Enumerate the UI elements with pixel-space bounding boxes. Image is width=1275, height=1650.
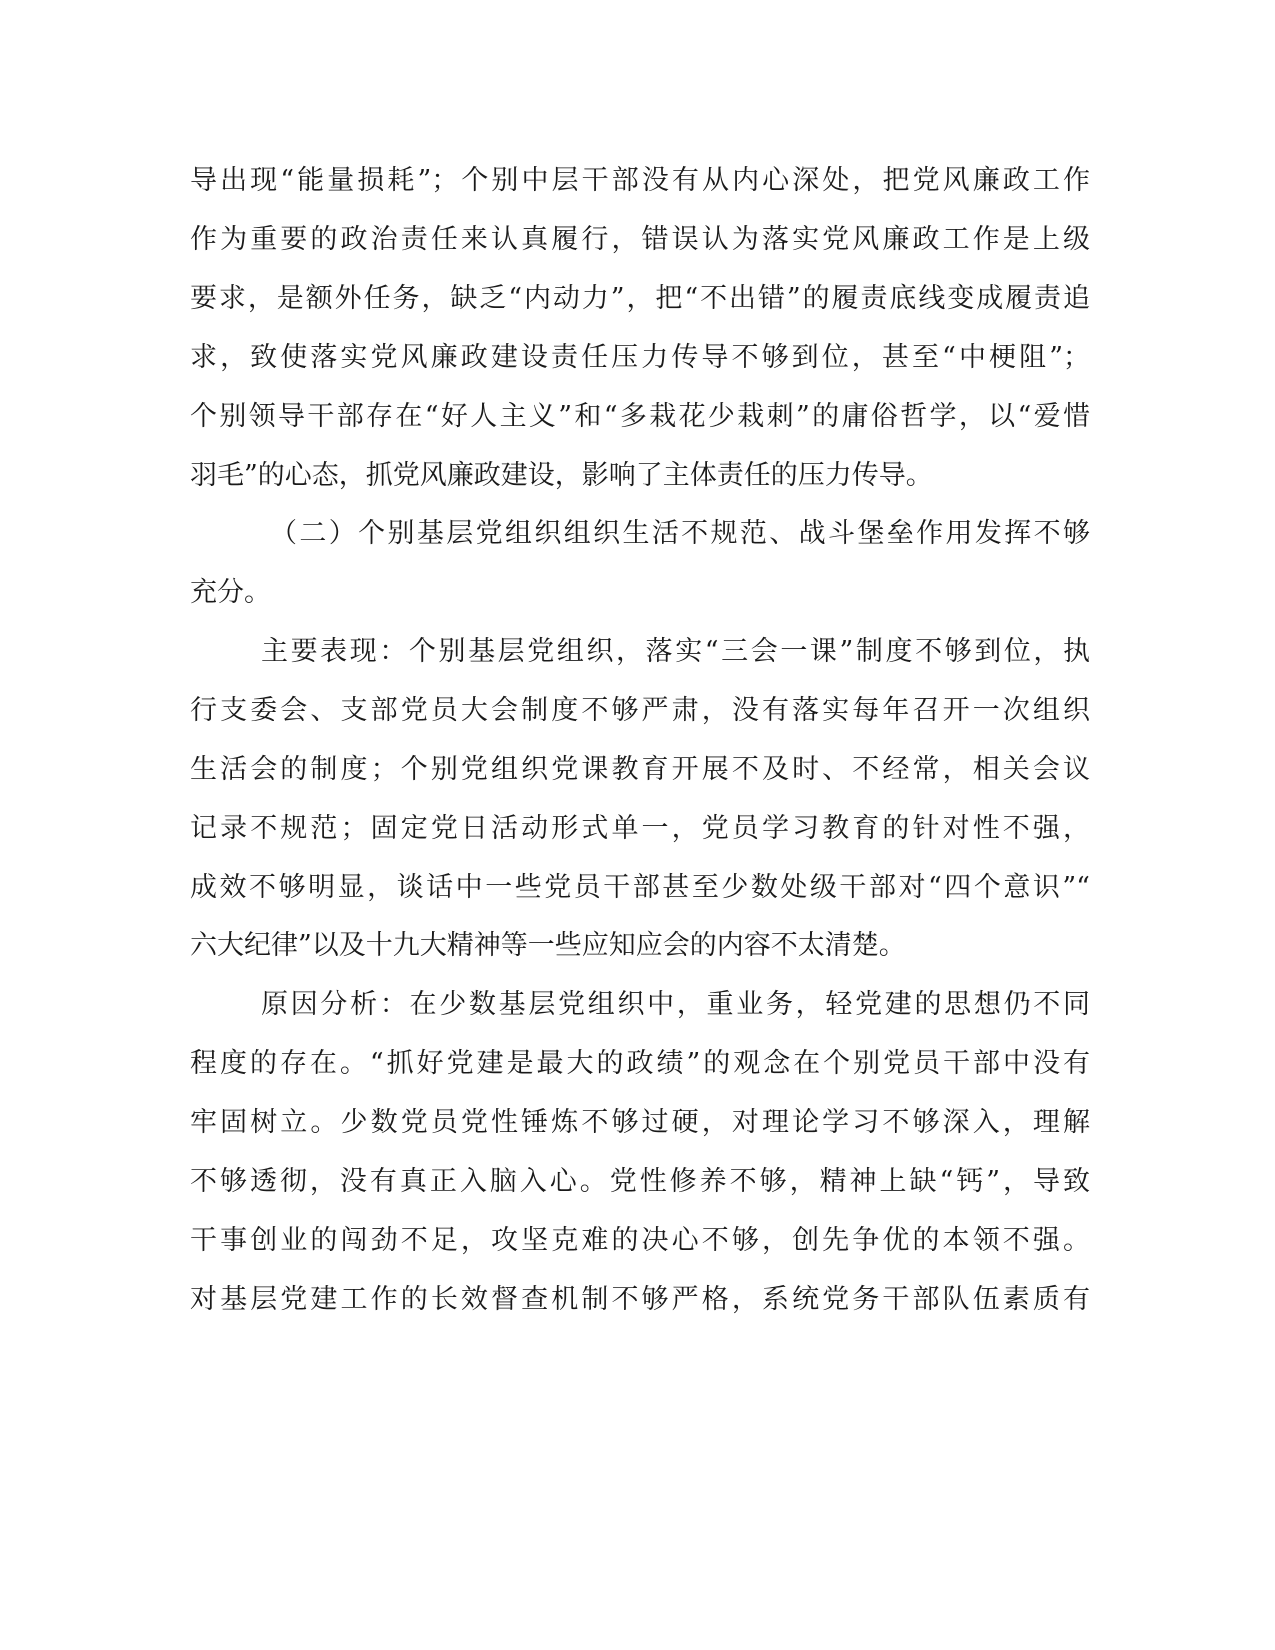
text-line: 生活会的制度；个别党组织党课教育开展不及时、不经常，相关会议 — [190, 754, 1090, 785]
text-line: 导出现“能量损耗”；个别中层干部没有从内心深处，把党风廉政工作 — [190, 165, 1090, 196]
paragraph-first-line: 原因分析：在少数基层党组织中，重业务，轻党建的思想仍不同 — [261, 989, 1090, 1020]
text-line: 求，致使落实党风廉政建设责任压力传导不够到位，甚至“中梗阻”； — [190, 342, 1090, 373]
text-line: 对基层党建工作的长效督查机制不够严格，系统党务干部队伍素质有 — [190, 1284, 1090, 1315]
text-line: 程度的存在。“抓好党建是最大的政绩”的观念在个别党员干部中没有 — [190, 1048, 1090, 1079]
text-line: 成效不够明显，谈话中一些党员干部甚至少数处级干部对“四个意识”“ — [190, 872, 1090, 903]
text-line: 牢固树立。少数党员党性锤炼不够过硬，对理论学习不够深入，理解 — [190, 1107, 1090, 1138]
text-line: 要求，是额外任务，缺乏“内动力”，把“不出错”的履责底线变成履责追 — [190, 283, 1090, 314]
text-line: 作为重要的政治责任来认真履行，错误认为落实党风廉政工作是上级 — [190, 224, 1090, 255]
text-line: 干事创业的闯劲不足，攻坚克难的决心不够，创先争优的本领不强。 — [190, 1225, 1090, 1256]
text-line: 记录不规范；固定党日活动形式单一，党员学习教育的针对性不强， — [190, 813, 1090, 844]
section-heading: （二）个别基层党组织组织生活不规范、战斗堡垒作用发挥不够 — [270, 518, 1090, 549]
section-heading-continued: 充分。 — [190, 577, 271, 608]
text-line: 个别领导干部存在“好人主义”和“多栽花少栽刺”的庸俗哲学，以“爱惜 — [190, 401, 1090, 432]
text-line: 行支委会、支部党员大会制度不够严肃，没有落实每年召开一次组织 — [190, 695, 1090, 726]
text-line: 羽毛”的心态，抓党风廉政建设，影响了主体责任的压力传导。 — [190, 460, 933, 491]
text-line: 六大纪律”以及十九大精神等一些应知应会的内容不太清楚。 — [190, 930, 906, 961]
text-line: 不够透彻，没有真正入脑入心。党性修养不够，精神上缺“钙”，导致 — [190, 1166, 1090, 1197]
paragraph-first-line: 主要表现：个别基层党组织，落实“三会一课”制度不够到位，执 — [261, 636, 1090, 667]
